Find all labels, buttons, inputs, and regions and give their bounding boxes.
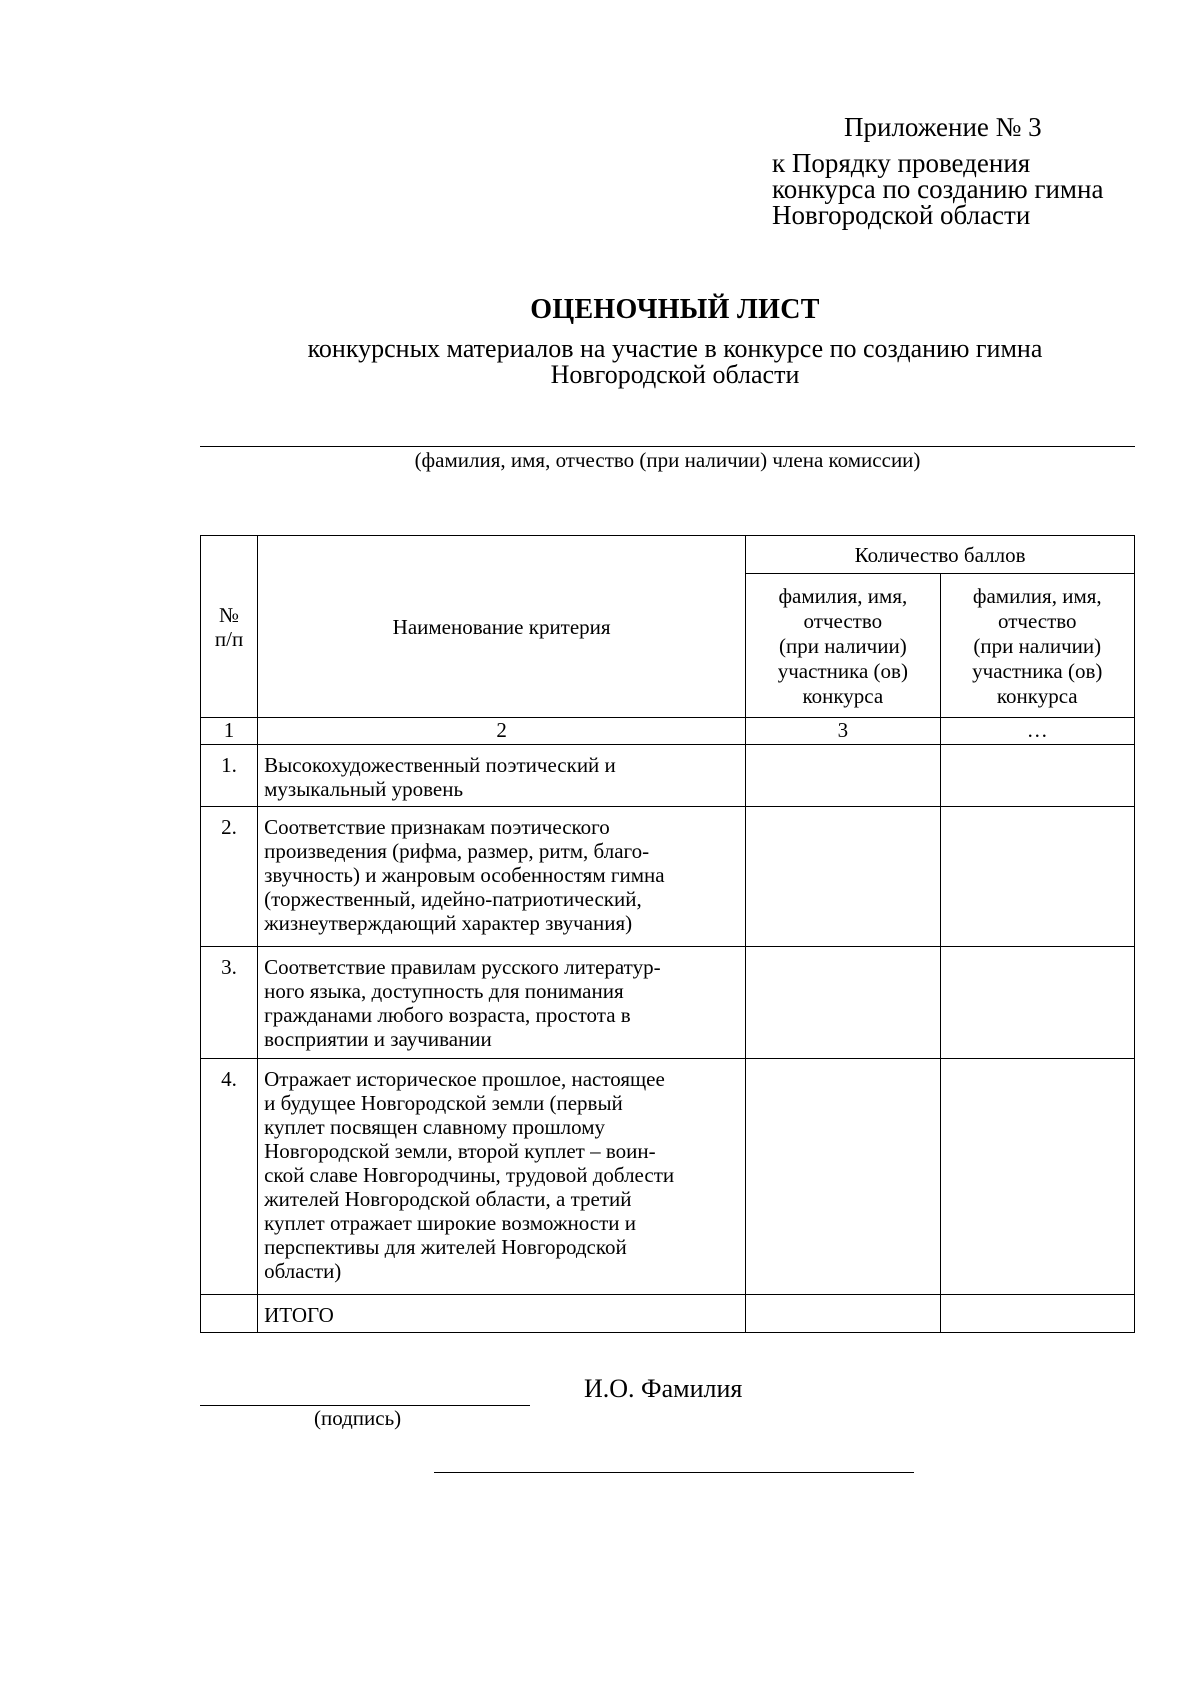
score-cell[interactable] — [940, 807, 1134, 947]
score-cell[interactable] — [746, 807, 940, 947]
row-number: 4. — [201, 1059, 258, 1295]
score-cell[interactable] — [746, 947, 940, 1059]
index-cell: … — [940, 718, 1134, 745]
evaluation-table — [200, 535, 1135, 1333]
col-header-score-group: Количество баллов — [746, 536, 1135, 574]
index-cell: 2 — [258, 718, 746, 745]
total-label: ИТОГО — [258, 1295, 746, 1333]
table-row — [201, 1059, 1135, 1295]
row-criterion: Соответствие правилам русского литератур- ного языка, доступность для понимания гражданами любого возраста, простота в восприятии и заучивании — [258, 947, 746, 1059]
row-number: 2. — [201, 807, 258, 947]
row-number: 3. — [201, 947, 258, 1059]
col-header-criterion: Наименование критерия — [258, 536, 746, 718]
table-row — [201, 947, 1135, 1059]
row-criterion: Соответствие признакам поэтического произведения (рифма, размер, ритм, благо- звучность) и жанровым особенностям гимна (торжественный, идейно-патриотический, жизнеутверждающий характер звучания) — [258, 807, 746, 947]
document-subtitle — [0, 336, 1200, 388]
row-criterion: Отражает историческое прошлое, настоящее и будущее Новгородской земли (первый куплет посвящен славному прошлому Новгородской земли, второй куплет – воин- ской славе Новгородчины, трудовой доблести жителей Новгородской области, а третий куплет отражает широкие возможности и перспективы для жителей Новгородской области) — [258, 1059, 746, 1295]
score-cell[interactable] — [940, 947, 1134, 1059]
total-number-cell — [201, 1295, 258, 1333]
signatory-name: И.О. Фамилия — [584, 1374, 743, 1403]
document-title: ОЦЕНОЧНЫЙ ЛИСТ — [530, 294, 820, 325]
appendix-ref-line: Новгородской области — [772, 200, 1031, 230]
signature-caption: (подпись) — [314, 1406, 402, 1430]
row-criterion: Высокохудожественный поэтический и музыкальный уровень — [258, 745, 746, 807]
appendix-number: Приложение № 3 — [844, 112, 1042, 142]
total-row — [201, 1295, 1135, 1333]
table-row — [201, 807, 1135, 947]
col-header-participant-2: фамилия, имя, отчество (при наличии) участника (ов) конкурса — [940, 574, 1134, 718]
member-name-caption: (фамилия, имя, отчество (при наличии) члена комиссии) — [414, 448, 921, 472]
col-header-number: № п/п — [201, 536, 258, 718]
subtitle-line: конкурсных материалов на участие в конкурсе по созданию гимна — [307, 334, 1043, 363]
index-cell: 3 — [746, 718, 940, 745]
subtitle-line: Новгородской области — [550, 360, 800, 389]
date-line[interactable] — [434, 1472, 914, 1473]
index-cell: 1 — [201, 718, 258, 745]
total-score-cell[interactable] — [746, 1295, 940, 1333]
score-cell[interactable] — [746, 1059, 940, 1295]
appendix-ref-line: конкурса по созданию гимна — [772, 174, 1104, 204]
score-cell[interactable] — [746, 745, 940, 807]
total-score-cell[interactable] — [940, 1295, 1134, 1333]
score-cell[interactable] — [940, 1059, 1134, 1295]
member-name-line[interactable] — [200, 446, 1135, 447]
table-row — [201, 745, 1135, 807]
appendix-ref-line: к Порядку проведения — [772, 148, 1031, 178]
score-cell[interactable] — [940, 745, 1134, 807]
col-header-participant-1: фамилия, имя, отчество (при наличии) участника (ов) конкурса — [746, 574, 940, 718]
appendix-reference — [772, 150, 1103, 228]
row-number: 1. — [201, 745, 258, 807]
